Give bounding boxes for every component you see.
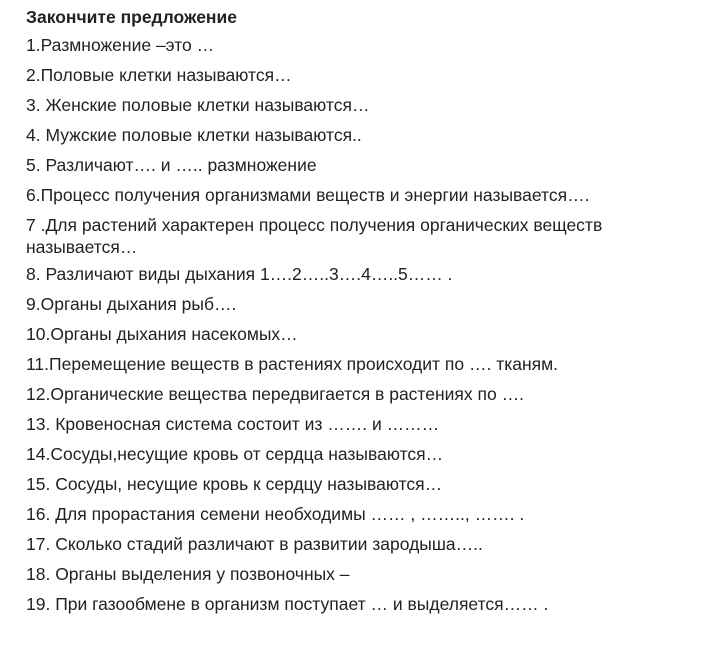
question-item: 12.Органические вещества передвигается в растениях по …. xyxy=(26,384,524,404)
question-item: 19. При газообмене в организм поступает … и выделяется…… . xyxy=(26,594,549,614)
question-list xyxy=(26,34,716,615)
question-item: 15. Сосуды, несущие кровь к сердцу называются… xyxy=(26,474,443,494)
question-item: 18. Органы выделения у позвоночных – xyxy=(26,564,350,584)
question-item: 7 .Для растений характерен процесс получения органических веществ называется… xyxy=(26,215,603,257)
question-item: 13. Кровеносная система состоит из ……. и ……… xyxy=(26,414,440,434)
worksheet xyxy=(26,6,716,623)
question-item: 9.Органы дыхания рыб…. xyxy=(26,294,237,314)
question-item: 6.Процесс получения организмами веществ и энергии называется…. xyxy=(26,185,590,205)
question-item: 11.Перемещение веществ в растениях происходит по …. тканям. xyxy=(26,354,559,374)
question-item: 4. Мужские половые клетки называются.. xyxy=(26,125,362,145)
question-item: 8. Различают виды дыхания 1….2…..3….4…..5…… . xyxy=(26,264,453,284)
question-item: 5. Различают…. и ….. размножение xyxy=(26,155,317,175)
worksheet-title: Закончите предложение xyxy=(26,7,237,27)
question-item: 16. Для прорастания семени необходимы …… , …….., ……. . xyxy=(26,504,525,524)
question-item: 17. Сколько стадий различают в развитии зародыша….. xyxy=(26,534,483,554)
question-item: 3. Женские половые клетки называются… xyxy=(26,95,370,115)
question-item: 1.Размножение –это … xyxy=(26,35,215,55)
question-item: 14.Сосуды,несущие кровь от сердца называются… xyxy=(26,444,444,464)
question-item: 2.Половые клетки называются… xyxy=(26,65,292,85)
question-item: 10.Органы дыхания насекомых… xyxy=(26,324,298,344)
